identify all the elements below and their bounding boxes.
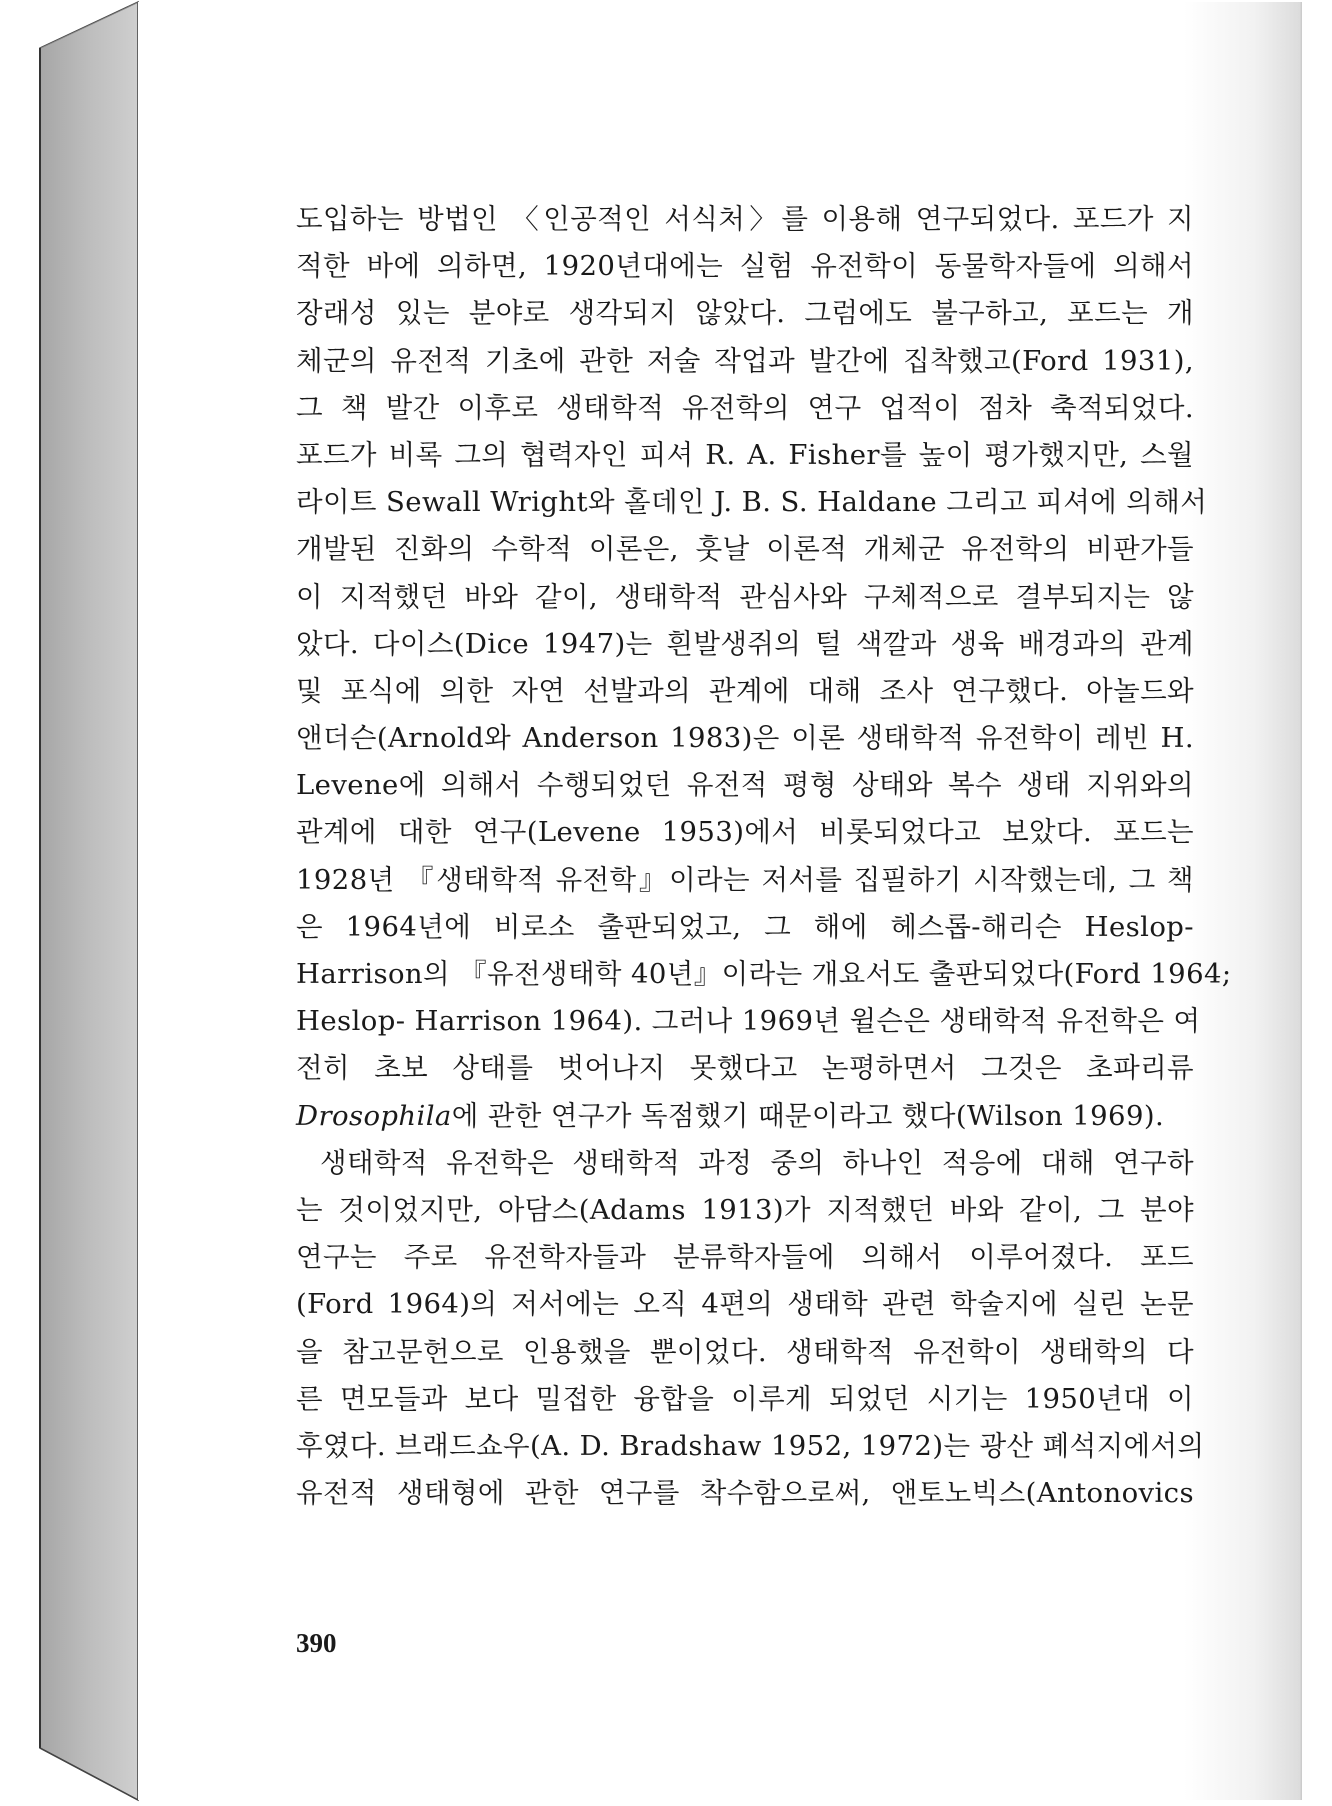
text-line: 장래성 있는 분야로 생각되지 않았다. 그럼에도 불구하고, 포드는 개: [296, 297, 1194, 330]
text-line: 포드가 비록 그의 협력자인 피셔 R. A. Fisher를 높이 평가했지만, 스월: [296, 438, 1194, 471]
text-line: 유전적 생태형에 관한 연구를 착수함으로써, 앤토노빅스(Antonovics: [296, 1477, 1194, 1510]
page-number: 390: [296, 1628, 337, 1658]
body-text: [296, 196, 1232, 1517]
text-line: (Ford 1964)의 저서에는 오직 4편의 생태학 관련 학술지에 실린 논문: [296, 1288, 1194, 1321]
text-line: 관계에 대한 연구(Levene 1953)에서 비롯되었다고 보았다. 포드는: [296, 816, 1194, 849]
text-line: Harrison의 『유전생태학 40년』이라는 개요서도 출판되었다(Ford 1964;: [296, 958, 1232, 990]
text-line: 연구는 주로 유전학자들과 분류학자들에 의해서 이루어졌다. 포드: [296, 1241, 1194, 1274]
text-line: 는 것이었지만, 아담스(Adams 1913)가 지적했던 바와 같이, 그 분야: [296, 1193, 1194, 1226]
text-line: 라이트 Sewall Wright와 홀데인 J. B. S. Haldane 그리고 피셔에 의해서: [296, 486, 1208, 519]
text-line: Levene에 의해서 수행되었던 유전적 평형 상태와 복수 생태 지위와의: [296, 769, 1194, 802]
species-line-rest: 에 관한 연구가 독점했기 때문이라고 했다(Wilson 1969).: [451, 1099, 1165, 1132]
text-line: 도입하는 방법인 〈인공적인 서식처〉를 이용해 연구되었다. 포드가 지: [296, 203, 1194, 235]
text-line: 전히 초보 상태를 벗어나지 못했다고 논평하면서 그것은 초파리류: [296, 1052, 1194, 1085]
text-line: 개발된 진화의 수학적 이론은, 훗날 이론적 개체군 유전학의 비판가들: [296, 533, 1194, 566]
text-line: 른 면모들과 보다 밀접한 융합을 이루게 되었던 시기는 1950년대 이: [296, 1382, 1194, 1415]
text-line: 후였다. 브래드쇼우(A. D. Bradshaw 1952, 1972)는 광산 폐석지에서의: [296, 1429, 1205, 1462]
text-line: 그 책 발간 이후로 생태학적 유전학의 연구 업적이 점차 축적되었다.: [296, 391, 1194, 424]
text-line: 이 지적했던 바와 같이, 생태학적 관심사와 구체적으로 결부되지는 않: [296, 580, 1194, 613]
text-line: 을 참고문헌으로 인용했을 뿐이었다. 생태학적 유전학이 생태학의 다: [296, 1335, 1194, 1368]
species-name: Drosophila: [296, 1099, 452, 1132]
text-line: 1928년 『생태학적 유전학』이라는 저서를 집필하기 시작했는데, 그 책: [296, 863, 1194, 896]
text-line: 앤더슨(Arnold와 Anderson 1983)은 이론 생태학적 유전학이 레빈 H.: [296, 722, 1194, 755]
text-line: 및 포식에 의한 자연 선발과의 관계에 대해 조사 연구했다. 아놀드와: [296, 674, 1194, 707]
text-line: 은 1964년에 비로소 출판되었고, 그 해에 헤스롭-해리슨 Heslop-: [296, 910, 1194, 943]
text-line: Heslop- Harrison 1964). 그러나 1969년 윌슨은 생태학적 유전학은 여: [296, 1005, 1201, 1038]
text-line: 았다. 다이스(Dice 1947)는 흰발생쥐의 털 색깔과 생육 배경과의 관계: [296, 627, 1194, 660]
book-spine: [40, 2, 138, 1800]
text-line-species: [296, 1093, 1194, 1140]
paragraph-start: 생태학적 유전학은 생태학적 과정 중의 하나인 적응에 대해 연구하: [320, 1146, 1194, 1179]
text-line: 적한 바에 의하면, 1920년대에는 실험 유전학이 동물학자들에 의해서: [296, 250, 1194, 283]
text-line: 체군의 유전적 기초에 관한 저술 작업과 발간에 집착했고(Ford 1931),: [296, 344, 1194, 377]
